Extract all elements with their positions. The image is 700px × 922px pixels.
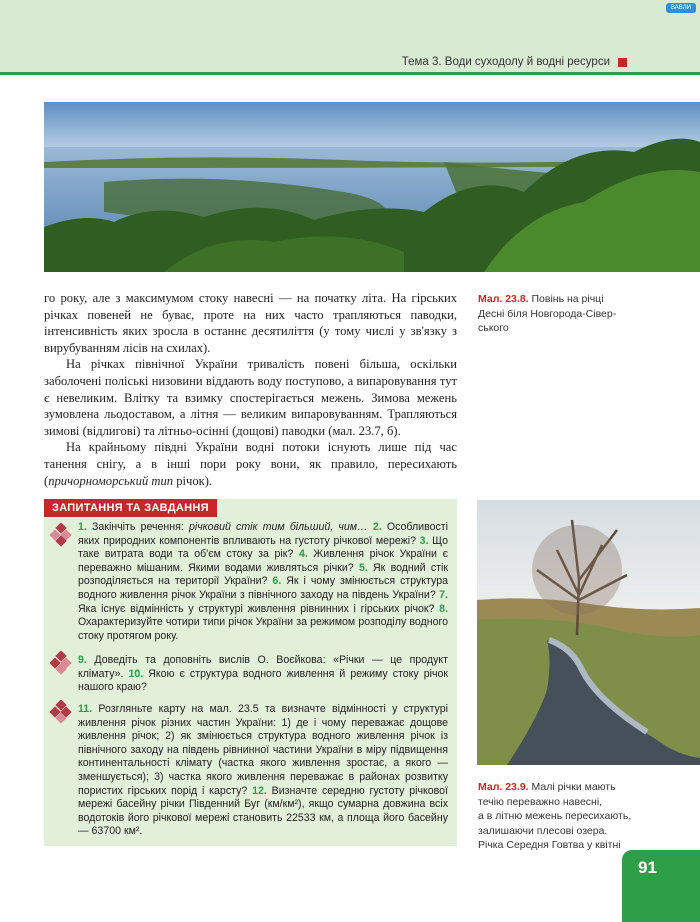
caption-line: залишаючи плесові озера. [478,824,608,837]
main-text [44,290,457,489]
diamond-bullet-icon [50,700,74,724]
figure-label-2: Мал. 23.9. [478,781,529,793]
header-rule [0,72,700,75]
caption-line: Річка Середня Говтва у квітні [478,839,621,851]
paragraph: На річках північної України тривалість повені більша, оскільки заболочені поліські низовини віддають воду поступово, а випаровування тут є невеликим. Влітку та взимку спостерігається межень. Зимова межень зумовлена льодоставом, а літня — великим випаровуванням. Трапляються зимові (відлигові) та літньо-осінні (дощові) паводки (мал. 23.7, б). [44,357,457,438]
page-number-tab [622,850,700,922]
small-river-photo [477,500,700,765]
caption-line: течію переважно навесні, [478,795,603,808]
questions-block-3: 11. Розгляньте карту на мал. 23.5 та визначте відмінності у структурі живлення річок різних частин України: 1) де і чому переважає дощове живлення річок; 2) як змінюється структура водного живлення річок із північного заходу на південь рівнинної частини України в міру підвищення континентальності клімату (частка якого живлення зростає, а якого — зменшується); 3) частка якого живлення переважає в районах розвитку пористих гірських порід і карсту? 12. Визначте середню густоту річкової мережі басейну річки Південний Буг (км/км²), якщо сумарна довжина всіх водотоків його річкової мережі становить 22533 км, а площа його басейну — 63700 км². [78,703,449,838]
paragraph: На крайньому півдні України водні потоки існують лише під час танення снігу, а в інші пори року вони, як правило, пересихають (причорноморський тип річок). [44,440,457,488]
chapter-title: Тема 3. Води суходолу й водні ресурси [401,56,610,68]
caption-line: Повінь на річці [531,293,604,305]
figure-caption-2 [478,780,638,853]
questions-block-1: 1. Закінчіть речення: річковий стік тим більший, чим… 2. Особливості яких природних компонентів впливають на густоту річкової мережі? 3. Що таке витрата води та об'єм стоку за рік? 4. Живлення річок України є переважно мішаним. Якими водами живляться річки? 5. Як водний стік розподіляється на території України? 6. Як і чому змінюється структура водного живлення річок України з північного заходу на південь України? 7. Яка існує відмінність у структурі живлення рівнинних і гірських річок? 8. Охарактеризуйте чотири типи річок України за режимом розподілу водного стоку протягом року. [78,521,448,642]
caption-line: Десні біля Новгорода-Сівер- [478,307,617,320]
figure-label-1: Мал. 23.8. [478,293,529,305]
diamond-bullet-icon [50,523,74,547]
page-number: 91 [638,858,657,877]
questions-title: ЗАПИТАННЯ ТА ЗАВДАННЯ [44,499,217,517]
header-marker [618,58,627,67]
publisher-logo: ВАВЛИ [666,3,696,13]
figure-caption-1 [478,292,638,336]
flood-photo [44,102,700,272]
paragraph: го року, але з максимумом стоку навесні — на початку літа. На гірських річках повеней не буває, проте на них часто трапляються паводки, інтенсивність яких зросла в останнє десятиліття (у тому числі у зв'язку з вирубуванням лісів на схилах). [44,291,457,355]
diamond-bullet-icon [50,651,74,675]
caption-line: ського [478,322,509,334]
caption-line: а в літню межень пересихають, [478,810,632,822]
caption-line: Малі річки мають [531,781,616,793]
questions-block-2: 9. Доведіть та доповніть вислів О. Воєйкова: «Річки — це продукт клімату». 10. Якою є структура водного живлення й режиму стоку річок нашого краю? [78,654,448,694]
